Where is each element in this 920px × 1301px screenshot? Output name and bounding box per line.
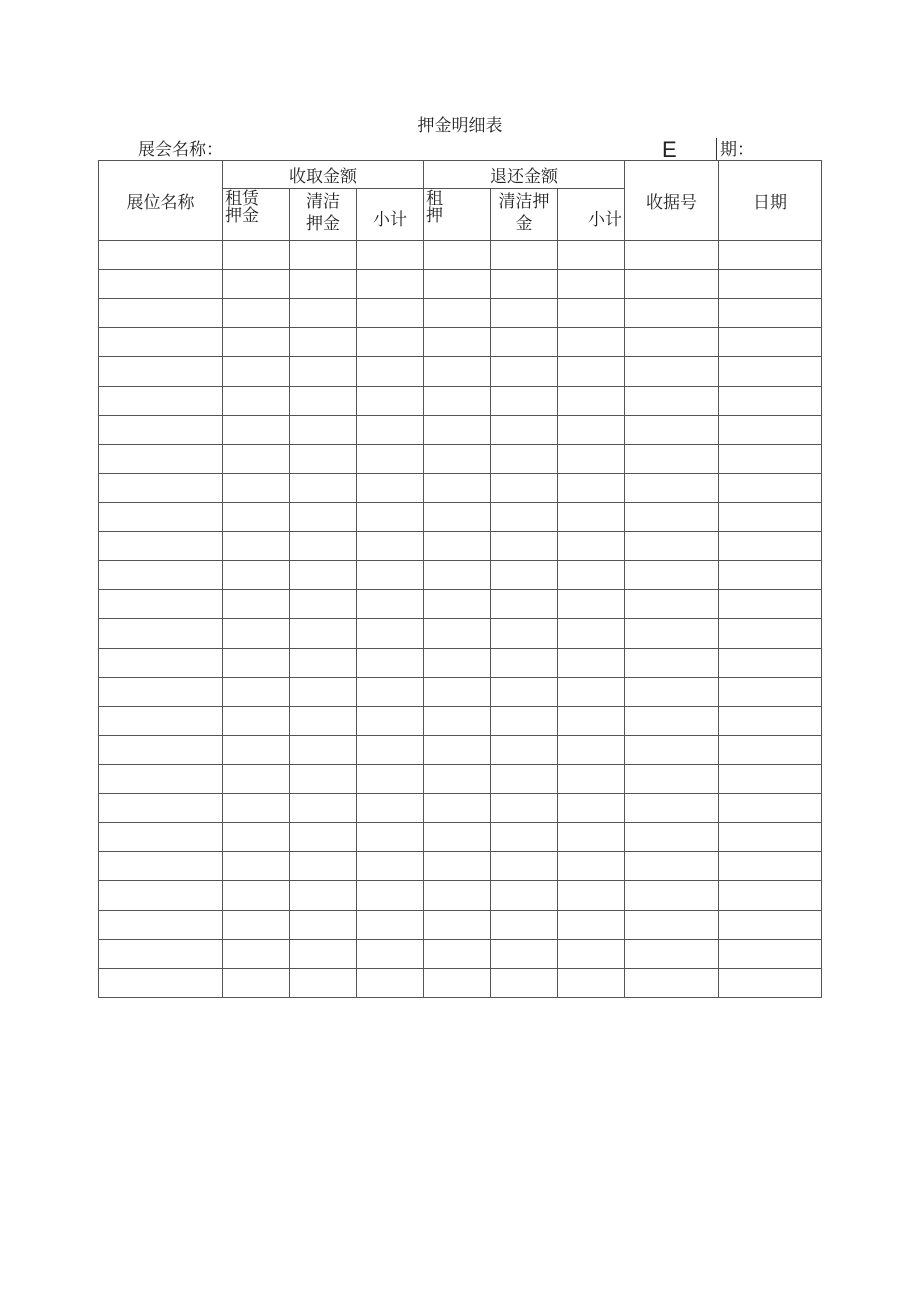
table-cell	[491, 735, 558, 764]
table-cell	[424, 590, 491, 619]
table-cell	[290, 794, 357, 823]
table-cell	[424, 794, 491, 823]
table-cell	[625, 590, 719, 619]
table-cell	[290, 299, 357, 328]
table-cell	[491, 357, 558, 386]
date-label-prefix: E	[662, 137, 677, 162]
table-cell	[223, 619, 290, 648]
table-cell	[290, 502, 357, 531]
header-collected-subtotal: 小计	[357, 189, 424, 241]
table-cell	[223, 241, 290, 270]
table-cell	[558, 241, 625, 270]
table-row	[99, 561, 822, 590]
table-cell	[719, 677, 822, 706]
table-cell	[719, 532, 822, 561]
table-cell	[290, 968, 357, 997]
table-cell	[357, 270, 424, 299]
table-cell	[99, 619, 223, 648]
header-row	[99, 161, 822, 189]
table-cell	[290, 764, 357, 793]
table-cell	[223, 415, 290, 444]
table-cell	[491, 910, 558, 939]
table-cell	[290, 328, 357, 357]
table-cell	[223, 706, 290, 735]
table-cell	[357, 473, 424, 502]
table-cell	[99, 706, 223, 735]
table-cell	[625, 968, 719, 997]
table-row	[99, 444, 822, 473]
table-row	[99, 706, 822, 735]
table-cell	[719, 561, 822, 590]
table-cell	[625, 561, 719, 590]
table-row	[99, 794, 822, 823]
table-cell	[625, 852, 719, 881]
table-cell	[491, 473, 558, 502]
table-cell	[625, 328, 719, 357]
table-cell	[99, 910, 223, 939]
table-cell	[99, 968, 223, 997]
table-cell	[424, 735, 491, 764]
table-cell	[625, 706, 719, 735]
table-cell	[424, 823, 491, 852]
table-cell	[424, 852, 491, 881]
table-cell	[558, 735, 625, 764]
table-cell	[223, 473, 290, 502]
table-cell	[357, 532, 424, 561]
table-cell	[424, 415, 491, 444]
header-collected-amount: 收取金额	[223, 161, 424, 189]
table-cell	[491, 241, 558, 270]
table-cell	[223, 910, 290, 939]
table-cell	[357, 299, 424, 328]
table-row	[99, 852, 822, 881]
table-cell	[290, 444, 357, 473]
table-cell	[290, 706, 357, 735]
table-cell	[491, 502, 558, 531]
table-cell	[424, 241, 491, 270]
table-cell	[357, 735, 424, 764]
table-row	[99, 357, 822, 386]
header-returned-subtotal: 小计	[558, 189, 625, 241]
table-cell	[424, 561, 491, 590]
cell-text: 租 押	[426, 189, 443, 226]
table-cell	[357, 706, 424, 735]
table-cell	[558, 794, 625, 823]
header-collected-cleaning-deposit	[290, 189, 357, 241]
table-cell	[357, 502, 424, 531]
table-cell	[99, 764, 223, 793]
table-cell	[290, 386, 357, 415]
table-cell	[99, 444, 223, 473]
table-cell	[558, 881, 625, 910]
table-cell	[719, 794, 822, 823]
table-cell	[558, 590, 625, 619]
table-cell	[491, 415, 558, 444]
cell-text: 清洁押 金	[498, 192, 550, 234]
table-row	[99, 590, 822, 619]
table-cell	[223, 532, 290, 561]
header-collected-rental-deposit	[223, 189, 290, 241]
table-cell	[99, 473, 223, 502]
table-cell	[357, 794, 424, 823]
table-cell	[99, 561, 223, 590]
table-cell	[625, 270, 719, 299]
table-cell	[625, 648, 719, 677]
table-cell	[290, 415, 357, 444]
table-cell	[719, 415, 822, 444]
table-cell	[491, 270, 558, 299]
table-row	[99, 968, 822, 997]
table-cell	[357, 648, 424, 677]
table-cell	[223, 735, 290, 764]
table-row	[99, 939, 822, 968]
table-cell	[290, 241, 357, 270]
table-cell	[290, 619, 357, 648]
table-cell	[491, 764, 558, 793]
table-cell	[290, 823, 357, 852]
table-cell	[424, 502, 491, 531]
table-row	[99, 386, 822, 415]
table-cell	[558, 299, 625, 328]
cell-text: 租赁 押金	[225, 189, 259, 226]
table-cell	[223, 764, 290, 793]
table-cell	[357, 881, 424, 910]
table-cell	[625, 881, 719, 910]
table-cell	[424, 328, 491, 357]
table-row	[99, 619, 822, 648]
table-cell	[99, 502, 223, 531]
table-cell	[719, 328, 822, 357]
table-row	[99, 881, 822, 910]
table-cell	[223, 677, 290, 706]
table-cell	[357, 241, 424, 270]
table-cell	[357, 852, 424, 881]
table-cell	[223, 561, 290, 590]
table-cell	[223, 328, 290, 357]
table-cell	[491, 532, 558, 561]
table-cell	[424, 648, 491, 677]
table-cell	[223, 968, 290, 997]
table-cell	[424, 532, 491, 561]
table-cell	[491, 328, 558, 357]
document-title: 押金明细表	[417, 116, 503, 136]
table-cell	[424, 939, 491, 968]
table-cell	[290, 939, 357, 968]
table-row	[99, 735, 822, 764]
table-cell	[357, 328, 424, 357]
table-cell	[625, 910, 719, 939]
table-cell	[719, 706, 822, 735]
table-cell	[357, 357, 424, 386]
table-cell	[357, 590, 424, 619]
table-cell	[99, 532, 223, 561]
table-cell	[558, 619, 625, 648]
table-cell	[357, 968, 424, 997]
table-cell	[719, 241, 822, 270]
table-cell	[290, 735, 357, 764]
table-row	[99, 648, 822, 677]
table-row	[99, 270, 822, 299]
table-cell	[99, 852, 223, 881]
table-cell	[558, 561, 625, 590]
table-row	[99, 764, 822, 793]
table-cell	[290, 852, 357, 881]
table-cell	[223, 852, 290, 881]
table-row	[99, 502, 822, 531]
table-cell	[223, 939, 290, 968]
table-cell	[491, 881, 558, 910]
table-cell	[491, 677, 558, 706]
table-cell	[491, 619, 558, 648]
header-booth-name: 展位名称	[99, 161, 223, 241]
table-cell	[625, 386, 719, 415]
table-cell	[558, 764, 625, 793]
table-cell	[223, 357, 290, 386]
table-row	[99, 473, 822, 502]
table-cell	[424, 444, 491, 473]
date-label: 期：	[720, 140, 754, 160]
table-cell	[424, 968, 491, 997]
table-cell	[719, 968, 822, 997]
table-cell	[290, 648, 357, 677]
table-cell	[357, 764, 424, 793]
table-cell	[558, 502, 625, 531]
table-cell	[558, 532, 625, 561]
table-cell	[99, 357, 223, 386]
table-cell	[424, 764, 491, 793]
table-row	[99, 532, 822, 561]
table-cell	[491, 444, 558, 473]
header-date: 日期	[719, 161, 822, 241]
table-cell	[625, 444, 719, 473]
header-returned-amount: 退还金额	[424, 161, 625, 189]
table-cell	[491, 299, 558, 328]
table-cell	[719, 852, 822, 881]
table-cell	[491, 794, 558, 823]
table-cell	[491, 823, 558, 852]
table-cell	[424, 357, 491, 386]
table-cell	[491, 648, 558, 677]
table-row	[99, 241, 822, 270]
header-receipt-number: 收据号	[625, 161, 719, 241]
table-cell	[223, 648, 290, 677]
table-cell	[625, 532, 719, 561]
table-cell	[558, 357, 625, 386]
table-cell	[290, 590, 357, 619]
table-cell	[357, 823, 424, 852]
table-cell	[719, 473, 822, 502]
table-cell	[719, 648, 822, 677]
deposit-table	[98, 160, 822, 998]
table-cell	[99, 648, 223, 677]
table-cell	[558, 444, 625, 473]
table-cell	[424, 473, 491, 502]
table-cell	[491, 852, 558, 881]
table-cell	[223, 590, 290, 619]
table-cell	[99, 241, 223, 270]
table-cell	[625, 299, 719, 328]
table-cell	[491, 968, 558, 997]
table-cell	[424, 881, 491, 910]
table-cell	[223, 881, 290, 910]
table-row	[99, 823, 822, 852]
table-cell	[719, 299, 822, 328]
table-cell	[719, 619, 822, 648]
table-cell	[99, 415, 223, 444]
table-cell	[625, 677, 719, 706]
header-returned-cleaning-deposit	[491, 189, 558, 241]
table-cell	[491, 561, 558, 590]
table-cell	[625, 502, 719, 531]
table-cell	[99, 590, 223, 619]
table-cell	[99, 328, 223, 357]
table-cell	[99, 386, 223, 415]
table-cell	[99, 939, 223, 968]
table-cell	[625, 823, 719, 852]
table-cell	[99, 270, 223, 299]
table-cell	[424, 270, 491, 299]
table-row	[99, 677, 822, 706]
table-cell	[223, 823, 290, 852]
table-cell	[99, 823, 223, 852]
table-cell	[357, 386, 424, 415]
table-cell	[558, 473, 625, 502]
table-cell	[558, 386, 625, 415]
table-cell	[558, 910, 625, 939]
table-cell	[558, 968, 625, 997]
table-cell	[357, 561, 424, 590]
table-cell	[625, 794, 719, 823]
table-cell	[625, 939, 719, 968]
table-cell	[223, 386, 290, 415]
cell-text: 清洁 押金	[306, 192, 340, 234]
exhibition-name-label: 展会名称：	[138, 140, 223, 160]
table-cell	[491, 386, 558, 415]
table-cell	[424, 619, 491, 648]
table-cell	[290, 561, 357, 590]
table-cell	[719, 764, 822, 793]
table-cell	[357, 415, 424, 444]
table-cell	[424, 910, 491, 939]
table-cell	[558, 823, 625, 852]
table-cell	[223, 270, 290, 299]
table-cell	[357, 939, 424, 968]
table-cell	[99, 881, 223, 910]
table-cell	[424, 706, 491, 735]
table-row	[99, 299, 822, 328]
table-cell	[558, 328, 625, 357]
table-cell	[558, 706, 625, 735]
table-cell	[357, 619, 424, 648]
table-cell	[719, 270, 822, 299]
table-cell	[625, 473, 719, 502]
table-cell	[290, 881, 357, 910]
table-cell	[558, 939, 625, 968]
table-row	[99, 328, 822, 357]
table-cell	[719, 386, 822, 415]
table-cell	[719, 590, 822, 619]
table-cell	[424, 386, 491, 415]
table-cell	[99, 677, 223, 706]
table-cell	[424, 299, 491, 328]
table-cell	[290, 473, 357, 502]
table-cell	[625, 415, 719, 444]
table-cell	[491, 939, 558, 968]
table-cell	[290, 270, 357, 299]
table-cell	[719, 444, 822, 473]
table-cell	[719, 502, 822, 531]
table-cell	[290, 357, 357, 386]
table-cell	[558, 415, 625, 444]
table-cell	[223, 502, 290, 531]
table-cell	[223, 794, 290, 823]
table-cell	[719, 881, 822, 910]
table-cell	[719, 357, 822, 386]
table-cell	[558, 852, 625, 881]
table-cell	[625, 735, 719, 764]
table-cell	[558, 270, 625, 299]
table-cell	[558, 648, 625, 677]
table-cell	[625, 241, 719, 270]
table-cell	[625, 619, 719, 648]
table-row	[99, 415, 822, 444]
table-cell	[719, 910, 822, 939]
table-cell	[223, 444, 290, 473]
table-cell	[99, 794, 223, 823]
table-cell	[625, 764, 719, 793]
divider	[716, 138, 717, 160]
table-cell	[625, 357, 719, 386]
table-cell	[491, 706, 558, 735]
table-cell	[491, 590, 558, 619]
table-cell	[424, 677, 491, 706]
table-cell	[357, 444, 424, 473]
table-cell	[99, 735, 223, 764]
table-cell	[99, 299, 223, 328]
table-cell	[290, 910, 357, 939]
table-cell	[719, 823, 822, 852]
table-row	[99, 910, 822, 939]
table-cell	[357, 910, 424, 939]
table-cell	[290, 677, 357, 706]
table-cell	[558, 677, 625, 706]
table-cell	[290, 532, 357, 561]
table-cell	[223, 299, 290, 328]
table-cell	[357, 677, 424, 706]
table-cell	[719, 735, 822, 764]
table-cell	[719, 939, 822, 968]
header-returned-rental-deposit	[424, 189, 491, 241]
